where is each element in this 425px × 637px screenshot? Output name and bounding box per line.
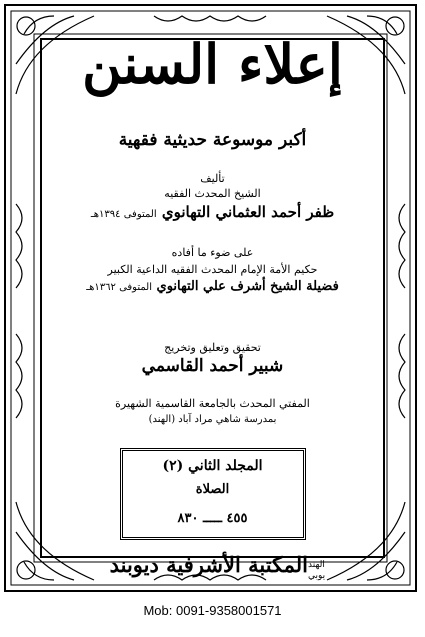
author-death: المتوفى ١٣٩٤هـ bbox=[90, 209, 157, 220]
mobile-number: Mob: 0091-9358001571 bbox=[143, 603, 282, 618]
volume-pages: ٤٥٥ ـــــ ٨٣٠ bbox=[177, 511, 248, 526]
tahqeeq-label: تحقيق وتعليق وتخريج bbox=[164, 341, 261, 354]
fadeela-name: فضيلة الشيخ أشرف علي التهانوي bbox=[156, 279, 339, 294]
editor-role: المفتي المحدث بالجامعة القاسمية الشهيرة bbox=[115, 397, 310, 410]
publisher-place bbox=[308, 560, 348, 582]
hakeem-line: حكيم الأمة الإمام المحدث الفقيه الداعية الكبير bbox=[107, 263, 318, 276]
book-subtitle: أكبر موسوعة حديثية فقهية bbox=[118, 130, 307, 150]
publisher-name: المكتبة الأشرفية ديوبند bbox=[109, 552, 308, 577]
fadeela-death: المتوفى ١٣٦٢هـ bbox=[86, 282, 152, 293]
volume-label: المجلد الثاني (٢) bbox=[162, 458, 263, 474]
book-title: إعلاء السنن bbox=[82, 32, 343, 96]
volume-topic: الصلاة bbox=[195, 482, 230, 497]
publisher-city: يوبي bbox=[308, 571, 326, 581]
author-name: ظفر أحمد العثماني التهانوي bbox=[161, 203, 335, 221]
author-line bbox=[0, 203, 425, 221]
editor-madrasa: بمدرسة شاهي مراد آباد (الهند) bbox=[148, 414, 277, 425]
taleef-label: تأليف bbox=[200, 172, 225, 185]
based-on-label: على ضوء ما أفاده bbox=[171, 246, 254, 259]
author-title: الشيخ المحدث الفقيه bbox=[164, 187, 261, 200]
editor-name: شبير أحمد القاسمي bbox=[141, 356, 284, 376]
fadeela-line bbox=[0, 279, 425, 294]
publisher-country: الهند bbox=[308, 560, 325, 570]
